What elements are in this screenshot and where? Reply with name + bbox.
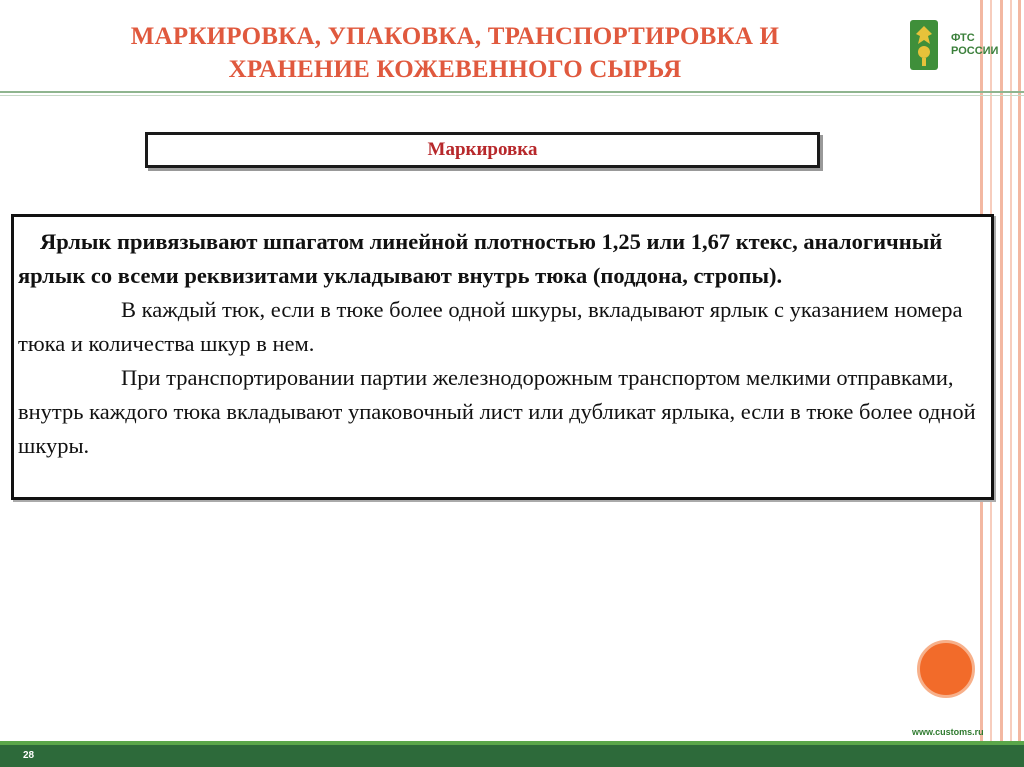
decorative-circle xyxy=(917,640,975,698)
paragraph-2: В каждый тюк, если в тюке более одной шкуры, вкладывают ярлык с указанием номера тюка и количества шкур в нем. xyxy=(18,297,963,356)
header-divider xyxy=(0,91,1024,93)
page-title xyxy=(40,20,870,86)
page-number: 28 xyxy=(23,750,35,761)
logo-line-1: ФТС xyxy=(951,32,975,44)
logo-line-2: РОССИИ xyxy=(951,45,999,57)
header-divider-secondary xyxy=(0,95,1024,96)
content-box xyxy=(11,214,994,500)
website-label: www.customs.ru xyxy=(912,727,984,737)
footer-bar xyxy=(0,745,1024,767)
paragraph-3: При транспортировании партии железнодорожным транспортом мелкими отправками, внутрь каждого тюка вкладывают упаковочный лист или дубликат ярлыка, если в тюке более одной шкуры. xyxy=(18,365,976,458)
section-title: Маркировка xyxy=(427,139,538,160)
fts-logo-text xyxy=(951,32,998,58)
section-header-box xyxy=(145,132,820,168)
title-line-1: МАРКИРОВКА, УПАКОВКА, ТРАНСПОРТИРОВКА И xyxy=(130,23,780,50)
title-line-2: ХРАНЕНИЕ КОЖЕВЕННОГО СЫРЬЯ xyxy=(228,56,682,83)
paragraph-1: Ярлык привязывают шпагатом линейной плотностью 1,25 или 1,67 ктекс, аналогичный ярлык со всеми реквизитами укладывают внутрь тюка (поддона, стропы). xyxy=(18,229,943,288)
